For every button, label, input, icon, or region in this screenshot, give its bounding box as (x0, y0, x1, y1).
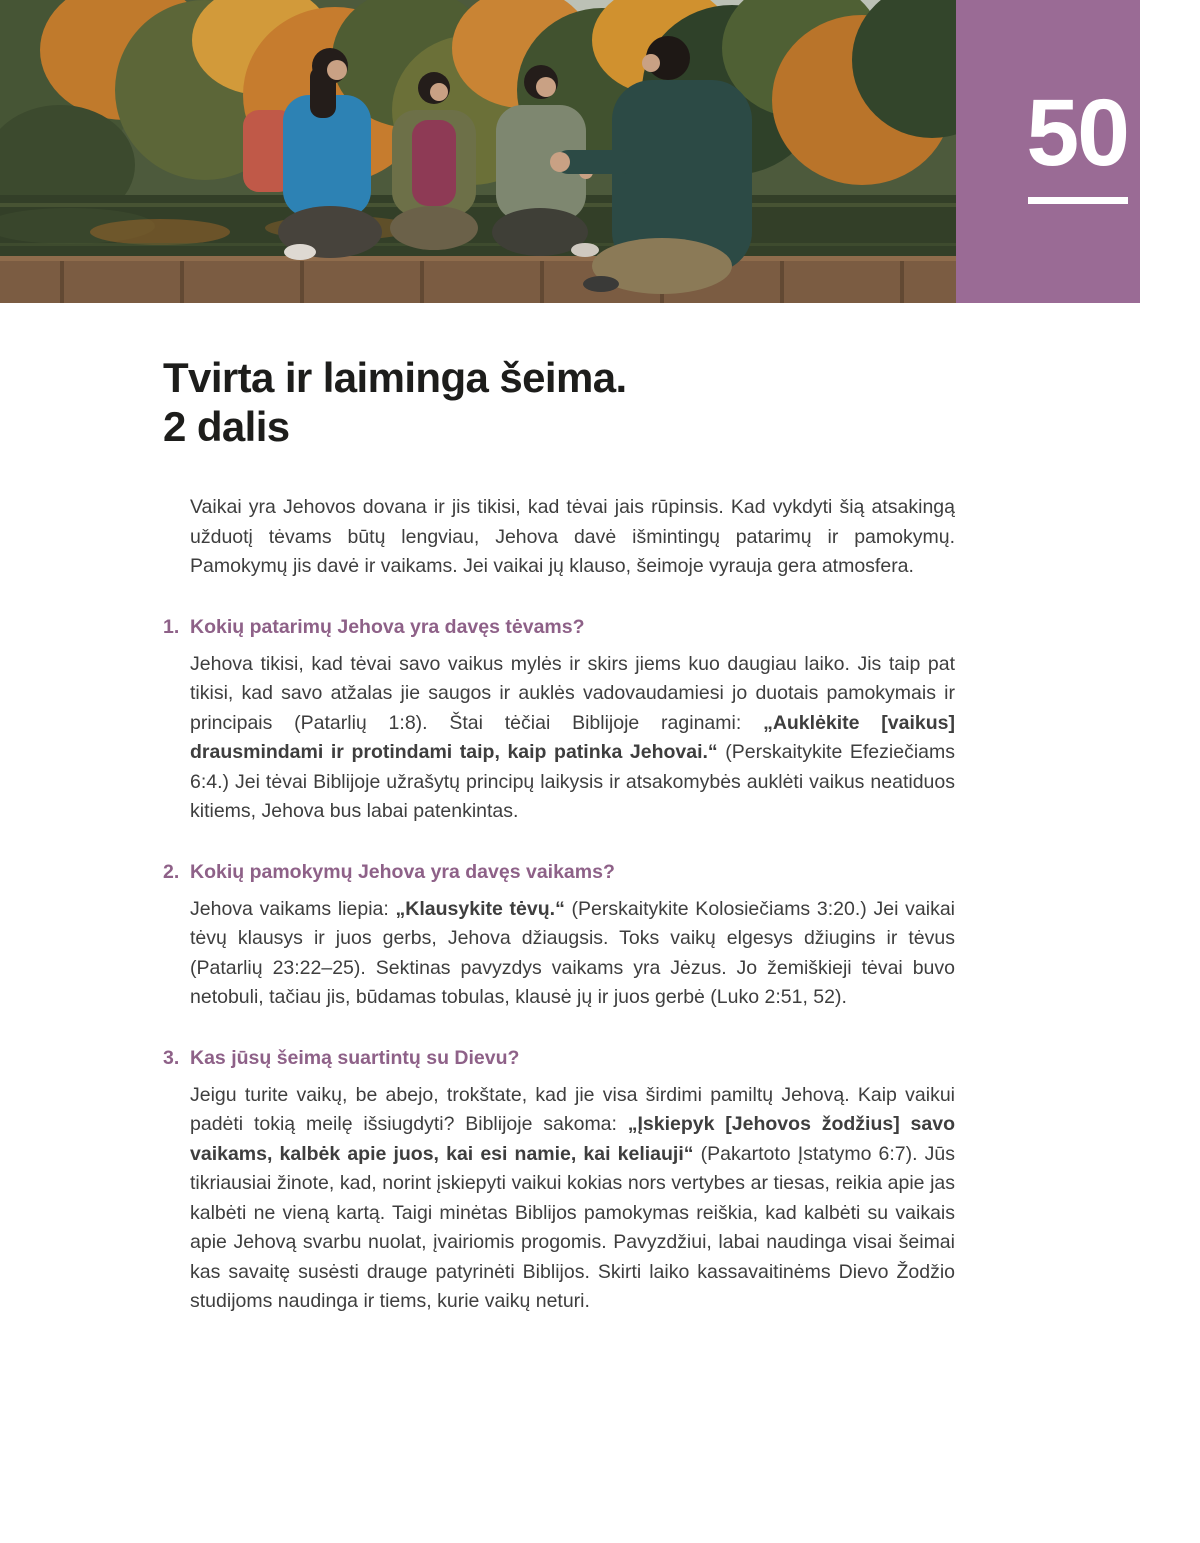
question-number: 3. (163, 1046, 180, 1069)
section-2 (163, 859, 955, 1013)
lesson-number-underline (1028, 197, 1128, 204)
lake-water (0, 195, 956, 265)
wooden-dock (0, 256, 956, 303)
question-heading-3 (163, 1045, 955, 1071)
section-paragraph-1 (190, 650, 955, 827)
family-photo (0, 0, 956, 303)
lesson-content (0, 303, 1200, 1317)
forest-background (0, 0, 956, 225)
paragraph-segment: (Perskaitykite Kolosiečiams 3:20.) Jei vaikai tėvų klausys ir juos gerbs, Jehova džiaugsis. Toks vaikų elgesys džiugins ir tėvus (Patarlių 23:22–25). Sektinas pavyzdys vaikams yra Jėzus. Jo žemiškieji tėvai buvo netobuli, tačiau jis, būdamas tobulas, klausė jų ir juos gerbė (Luko 2:51, 52). (190, 897, 956, 1008)
title-line-1: Tvirta ir laiminga šeima. (163, 354, 627, 401)
lesson-number-block (956, 0, 1140, 303)
paragraph-segment: Jeigu turite vaikų, be abejo, trokštate, kad jie visa širdimi pamiltų Jehovą. Kaip vaikui padėti tokią meilę išsiugdyti? Biblijoje sakoma: (190, 1083, 955, 1135)
question-heading-2 (163, 859, 955, 885)
paragraph-segment: Jehova vaikams liepia: (190, 897, 396, 920)
lesson-number: 50 (1026, 80, 1128, 186)
paragraph-segment-bold: „Klausykite tėvų.“ (395, 897, 565, 920)
section-paragraph-3 (190, 1081, 955, 1317)
paragraph-segment-bold: „Auklėkite [vaikus] drausmindami ir protindami taip, kaip patinka Jehovai.“ (190, 711, 956, 763)
question-text: Kokių patarimų Jehova yra davęs tėvams? (190, 615, 585, 638)
intro-paragraph: Vaikai yra Jehovos dovana ir jis tikisi, kad tėvai jais rūpinsis. Kad vykdyti šią atsakingą užduotį tėvams būtų lengviau, Jehova davė išmintingų patarimų ir pamokymų. Pamokymų jis davė ir vaikams. Jei vaikai jų klauso, šeimoje vyrauja gera atmosfera. (190, 496, 955, 577)
paragraph-segment: (Perskaitykite Efeziečiams 6:4.) Jei tėvai Biblijoje užrašytų principų laikysis ir atsakomybės auklėti vaikus neatiduos kitiems, Jehova bus labai patenkintas. (190, 741, 955, 822)
page-header (0, 0, 1200, 303)
section-3 (163, 1045, 955, 1317)
paragraph-segment: (Pakartoto Įstatymo 6:7). Jūs tikriausiai žinote, kad, norint įskiepyti vaikui kokias nors vertybes ar tiesas, reikia apie jas kalbėti ne vieną kartą. Taigi minėtas Biblijos pamokymas reiškia, kad kalbėti su vaikais apie Jehovą svarbu nuolat, įvairiomis progomis. Pavyzdžiui, labai naudinga visai šeimai kas savaitę susėsti drauge patyrinėti Biblijos. Skirti laiko kassavaitinėms Dievo Žodžio studijoms naudinga ir tiems, kurie vaikų neturi. (190, 1142, 956, 1312)
paragraph-segment-bold: „Įskiepyk [Jehovos žodžius] savo vaikams, kalbėk apie juos, kai esi namie, kai keliauji“ (190, 1113, 955, 1165)
paragraph-segment: Jehova tikisi, kad tėvai savo vaikus mylės ir skirs jiems kuo daugiau laiko. Jis taip pat tikisi, kad savo atžalas jie saugos ir auklės vadovaudamiesi jo duotais pamokymais ir principais (Patarlių 1:8). Štai tėčiai Biblijoje raginami: (190, 652, 955, 734)
section-paragraph-2 (190, 895, 955, 1013)
lesson-title (163, 353, 955, 451)
question-number: 1. (163, 615, 180, 638)
question-text: Kokių pamokymų Jehova yra davęs vaikams? (190, 860, 615, 883)
question-number: 2. (163, 860, 180, 883)
title-line-2: 2 dalis (163, 403, 290, 450)
section-1 (163, 614, 955, 827)
question-heading-1 (163, 614, 955, 640)
question-text: Kas jūsų šeimą suartintų su Dievu? (190, 1046, 520, 1069)
